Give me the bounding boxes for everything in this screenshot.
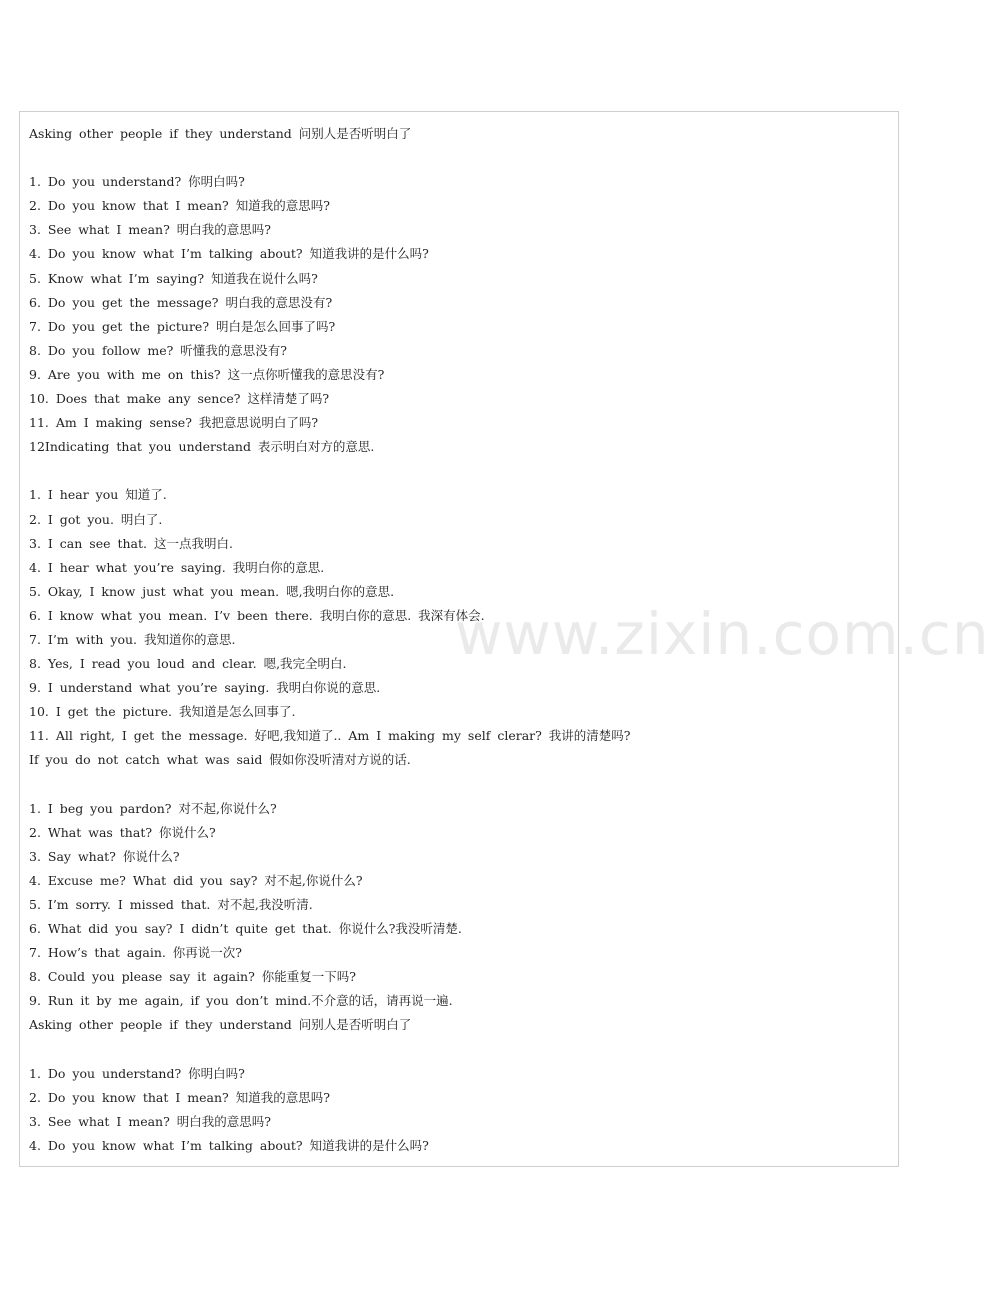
text-line: 11. Am I making sense? 我把意思说明白了吗? — [29, 415, 319, 431]
blank-line — [29, 459, 889, 483]
text-line: 10. Does that make any sence? 这样清楚了吗? — [29, 391, 330, 407]
text-line: 9. Are you with me on this? 这一点你听懂我的意思没有? — [29, 366, 385, 382]
blank-line — [29, 146, 889, 170]
text-line: 9. I understand what you’re saying. 我明白你说的意思. — [29, 680, 381, 696]
text-line: 3. See what I mean? 明白我的意思吗? — [29, 1113, 271, 1129]
text-line: 6. Do you get the message? 明白我的意思没有? — [29, 294, 333, 310]
text-line: 1. I hear you 知道了. — [29, 487, 167, 503]
text-line: 1. Do you understand? 你明白吗? — [29, 174, 245, 190]
text-line: 4. Do you know what I’m talking about? 知道我讲的是什么吗? — [29, 246, 429, 262]
text-line: 12Indicating that you understand 表示明白对方的意思. — [29, 439, 375, 455]
text-line: 7. How’s that again. 你再说一次? — [29, 945, 243, 961]
text-line: 5. Know what I’m saying? 知道我在说什么吗? — [29, 270, 318, 286]
blank-line — [29, 773, 889, 797]
text-line: 3. Say what? 你说什么? — [29, 848, 180, 864]
text-line: 2. Do you know that I mean? 知道我的意思吗? — [29, 1089, 330, 1105]
text-line: 9. Run it by me again, if you don’t mind.不介意的话，请再说一遍. — [29, 993, 453, 1009]
text-line: Asking other people if they understand 问别人是否听明白了 — [29, 1017, 412, 1033]
text-line: 2. Do you know that I mean? 知道我的意思吗? — [29, 198, 330, 214]
text-line: 1. Do you understand? 你明白吗? — [29, 1065, 245, 1081]
watermark-text: www.zixin.com.cn — [455, 600, 990, 668]
text-line: 8. Could you please say it again? 你能重复一下吗? — [29, 969, 356, 985]
text-line: Asking other people if they understand 问别人是否听明白了 — [29, 126, 412, 141]
document-body — [29, 122, 889, 1158]
text-line: 5. Okay, I know just what you mean. 嗯,我明白你的意思. — [29, 583, 395, 599]
text-line: 3. See what I mean? 明白我的意思吗? — [29, 222, 271, 238]
text-line: 8. Yes, I read you loud and clear. 嗯,我完全明白. — [29, 656, 347, 672]
text-line: 4. Excuse me? What did you say? 对不起,你说什么? — [29, 872, 363, 888]
text-line: 2. I got you. 明白了. — [29, 511, 163, 527]
text-line: If you do not catch what was said 假如你没听清对方说的话. — [29, 752, 411, 768]
blank-line — [29, 1038, 889, 1062]
text-line: 6. What did you say? I didn’t quite get that. 你说什么?我没听清楚. — [29, 921, 462, 937]
text-line: 3. I can see that. 这一点我明白. — [29, 535, 233, 551]
text-line: 10. I get the picture. 我知道是怎么回事了. — [29, 704, 296, 720]
text-line: 8. Do you follow me? 听懂我的意思没有? — [29, 342, 288, 358]
text-line: 7. Do you get the picture? 明白是怎么回事了吗? — [29, 318, 336, 334]
text-line: 1. I beg you pardon? 对不起,你说什么? — [29, 800, 277, 816]
text-line: 6. I know what you mean. I’v been there. 我明白你的意思. 我深有体会. — [29, 607, 485, 623]
text-line: 5. I’m sorry. I missed that. 对不起,我没听清. — [29, 897, 313, 912]
text-line: 2. What was that? 你说什么? — [29, 824, 216, 840]
text-line: 7. I’m with you. 我知道你的意思. — [29, 631, 236, 647]
text-line: 4. I hear what you’re saying. 我明白你的意思. — [29, 559, 325, 575]
text-line: 11. All right, I get the message. 好吧,我知道了.. Am I making my self clerar? 我讲的清楚吗? — [29, 728, 631, 744]
text-line: 4. Do you know what I’m talking about? 知道我讲的是什么吗? — [29, 1137, 429, 1153]
